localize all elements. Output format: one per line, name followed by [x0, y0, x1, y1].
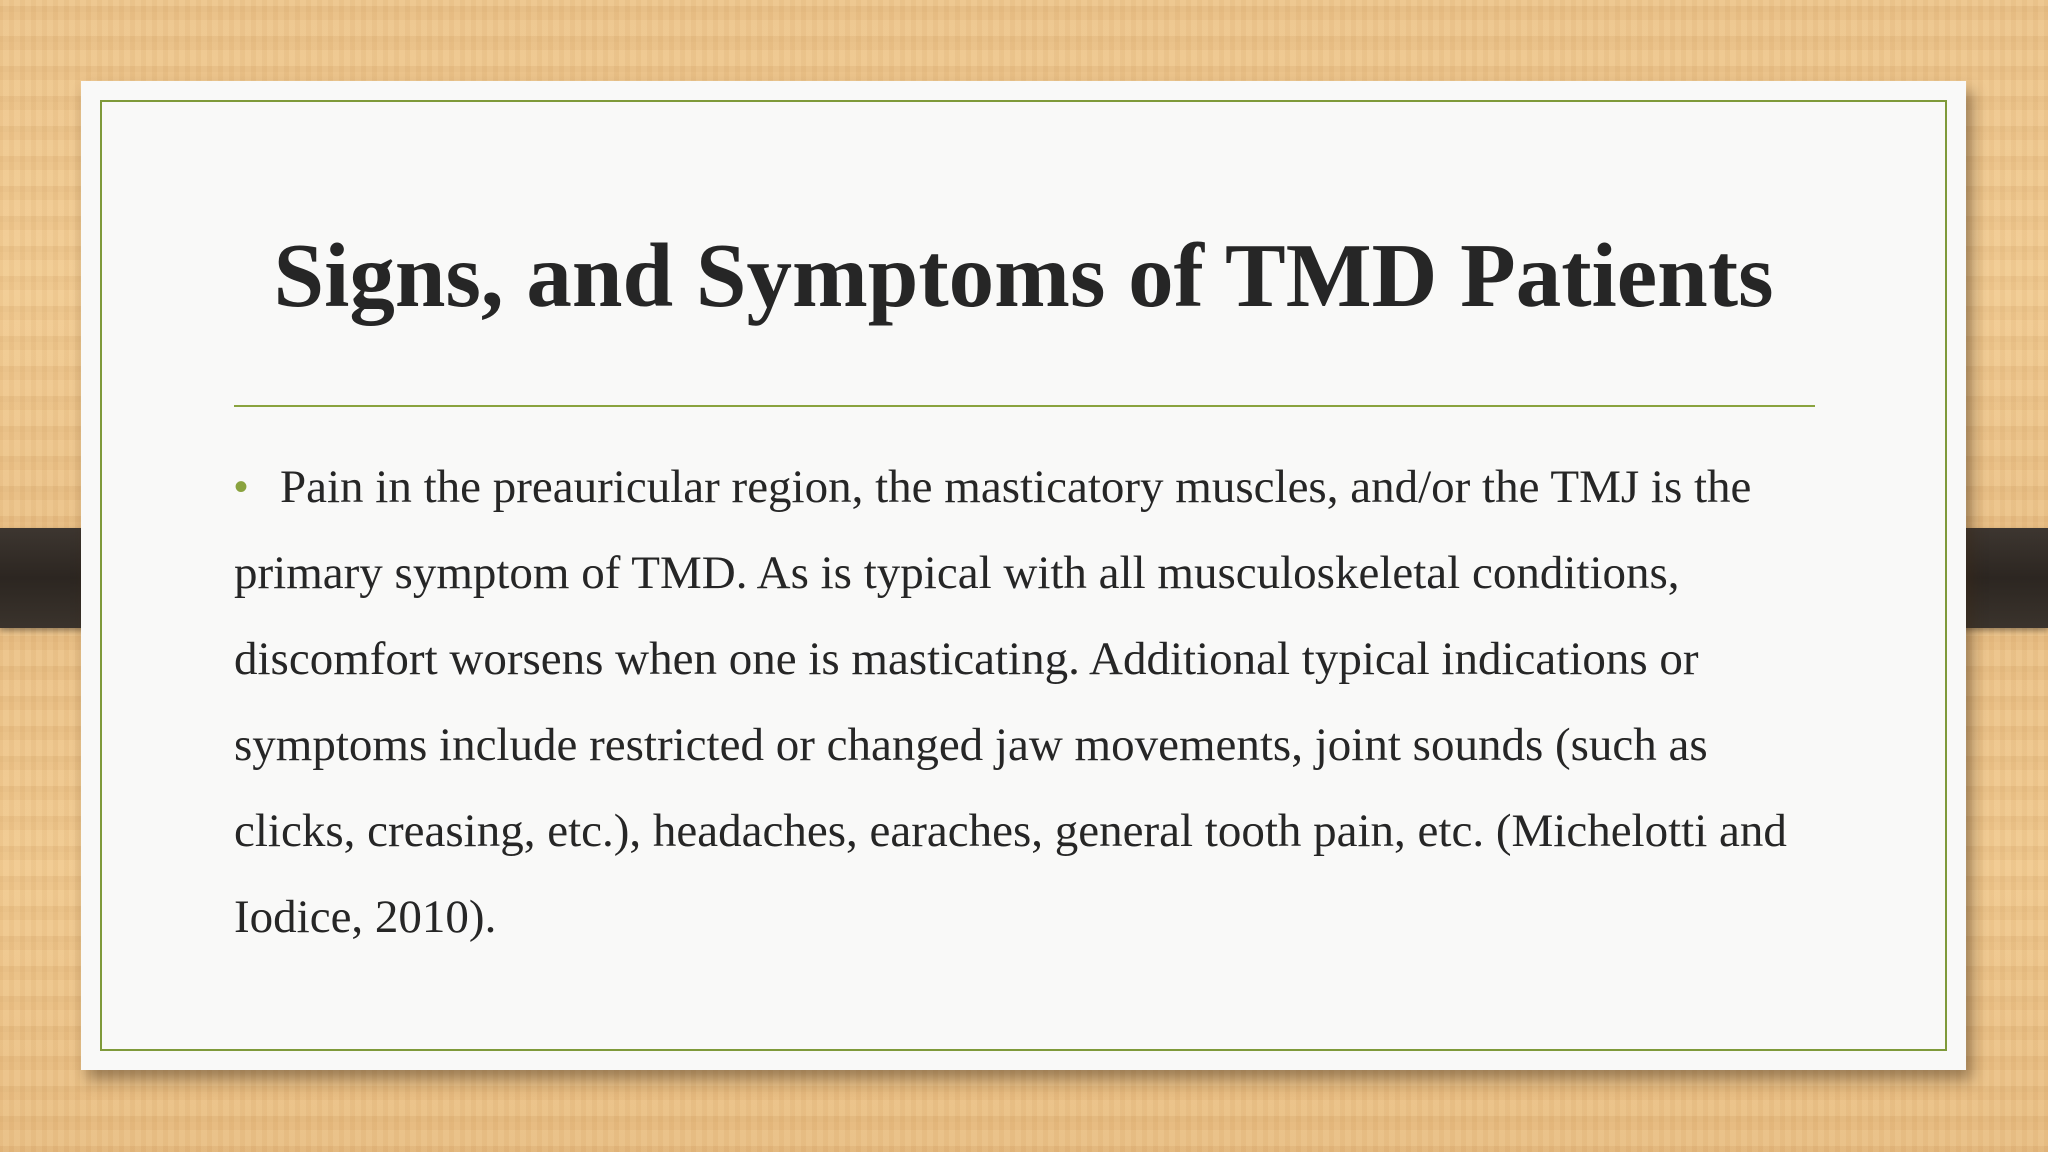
bullet-icon: • [234, 465, 249, 509]
slide-card [81, 81, 1966, 1070]
bullet-item [234, 444, 1824, 960]
slide-title: Signs, and Symptoms of TMD Patients [273, 225, 1774, 326]
bullet-text: Pain in the preauricular region, the masticatory muscles, and/or the TMJ is the primary symptom of TMD. As is typical with all musculoskeletal conditions, discomfort worsens when one is masticating. Additional typical indications or symptoms include restricted or changed jaw movements, joint sounds (such as clicks, creasing, etc.), headaches, earaches, general tooth pain, etc. (Michelotti and Iodice, 2010). [234, 461, 1787, 943]
title-divider [234, 405, 1815, 407]
